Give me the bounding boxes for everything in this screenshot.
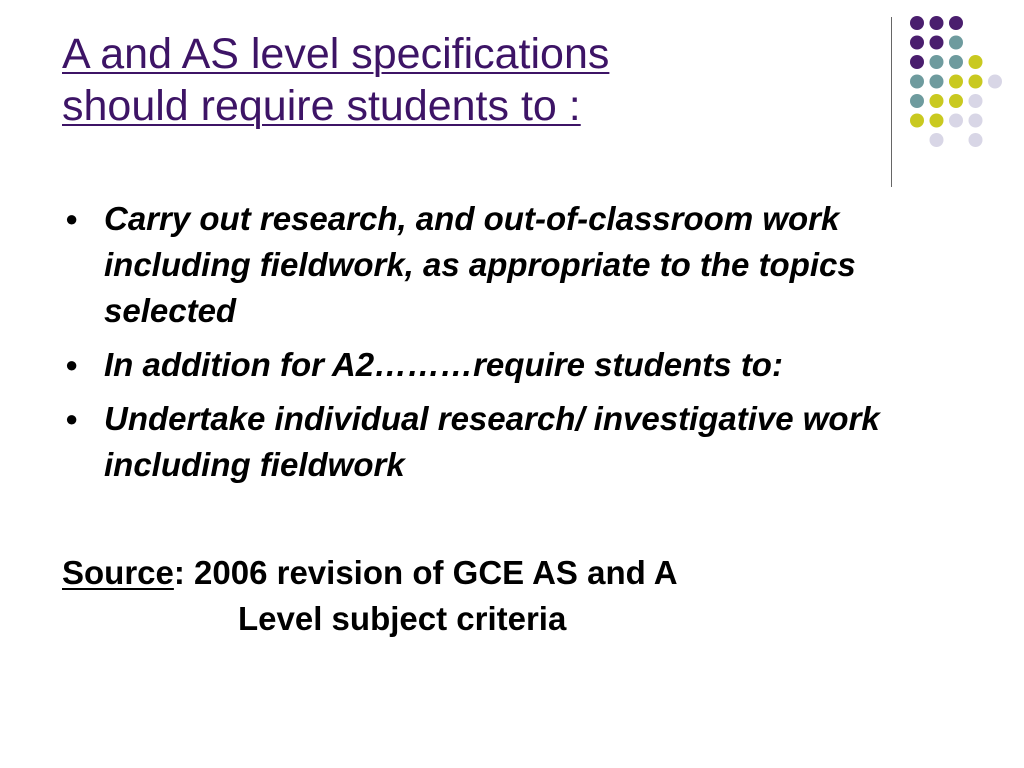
grid-dot-yellow xyxy=(910,114,924,128)
bullet-text: Undertake individual research/ investigative work including fieldwork xyxy=(104,400,880,483)
bullet-text: In addition for A2………require students to: xyxy=(104,346,783,383)
grid-dot-purple xyxy=(910,36,924,50)
grid-dot-purple xyxy=(930,36,944,50)
bullet-text: Carry out research, and out-of-classroom work including fieldwork, as appropriate to the topics selected xyxy=(104,200,856,329)
bullet-item xyxy=(62,396,962,488)
grid-dot-teal xyxy=(949,55,963,69)
grid-dot-teal xyxy=(930,55,944,69)
grid-dot-lavender xyxy=(969,114,983,128)
source-line-1: : 2006 revision of GCE AS and A xyxy=(173,554,678,591)
source-label: Source xyxy=(62,554,174,591)
source-line-2: Level subject criteria xyxy=(238,600,567,637)
grid-dot-yellow xyxy=(969,55,983,69)
bullet-list xyxy=(62,196,962,496)
title-line-1: A and AS level specifications xyxy=(62,30,610,78)
title-divider xyxy=(891,17,892,187)
grid-dot-yellow xyxy=(930,114,944,128)
grid-dot-teal xyxy=(910,94,924,108)
grid-dot-purple xyxy=(910,55,924,69)
grid-dot-teal xyxy=(910,75,924,89)
grid-dot-purple xyxy=(910,16,924,30)
grid-dot-yellow xyxy=(969,75,983,89)
title-line-2: should require students to : xyxy=(62,82,581,130)
bullet-item xyxy=(62,196,962,334)
bullet-icon: ● xyxy=(65,206,79,231)
grid-dot-purple xyxy=(949,16,963,30)
source-citation xyxy=(62,550,962,642)
grid-dot-yellow xyxy=(949,94,963,108)
grid-dot-lavender xyxy=(988,75,1002,89)
bullet-icon: ● xyxy=(65,352,79,377)
grid-dot-lavender xyxy=(969,133,983,147)
grid-dot-yellow xyxy=(930,94,944,108)
grid-dot-teal xyxy=(930,75,944,89)
decorative-dot-grid xyxy=(0,0,1024,200)
grid-dot-purple xyxy=(930,16,944,30)
grid-dot-yellow xyxy=(949,75,963,89)
grid-dot-lavender xyxy=(969,94,983,108)
grid-dot-lavender xyxy=(930,133,944,147)
bullet-icon: ● xyxy=(65,406,79,431)
grid-dot-lavender xyxy=(949,114,963,128)
bullet-item xyxy=(62,342,962,388)
grid-dot-teal xyxy=(949,36,963,50)
